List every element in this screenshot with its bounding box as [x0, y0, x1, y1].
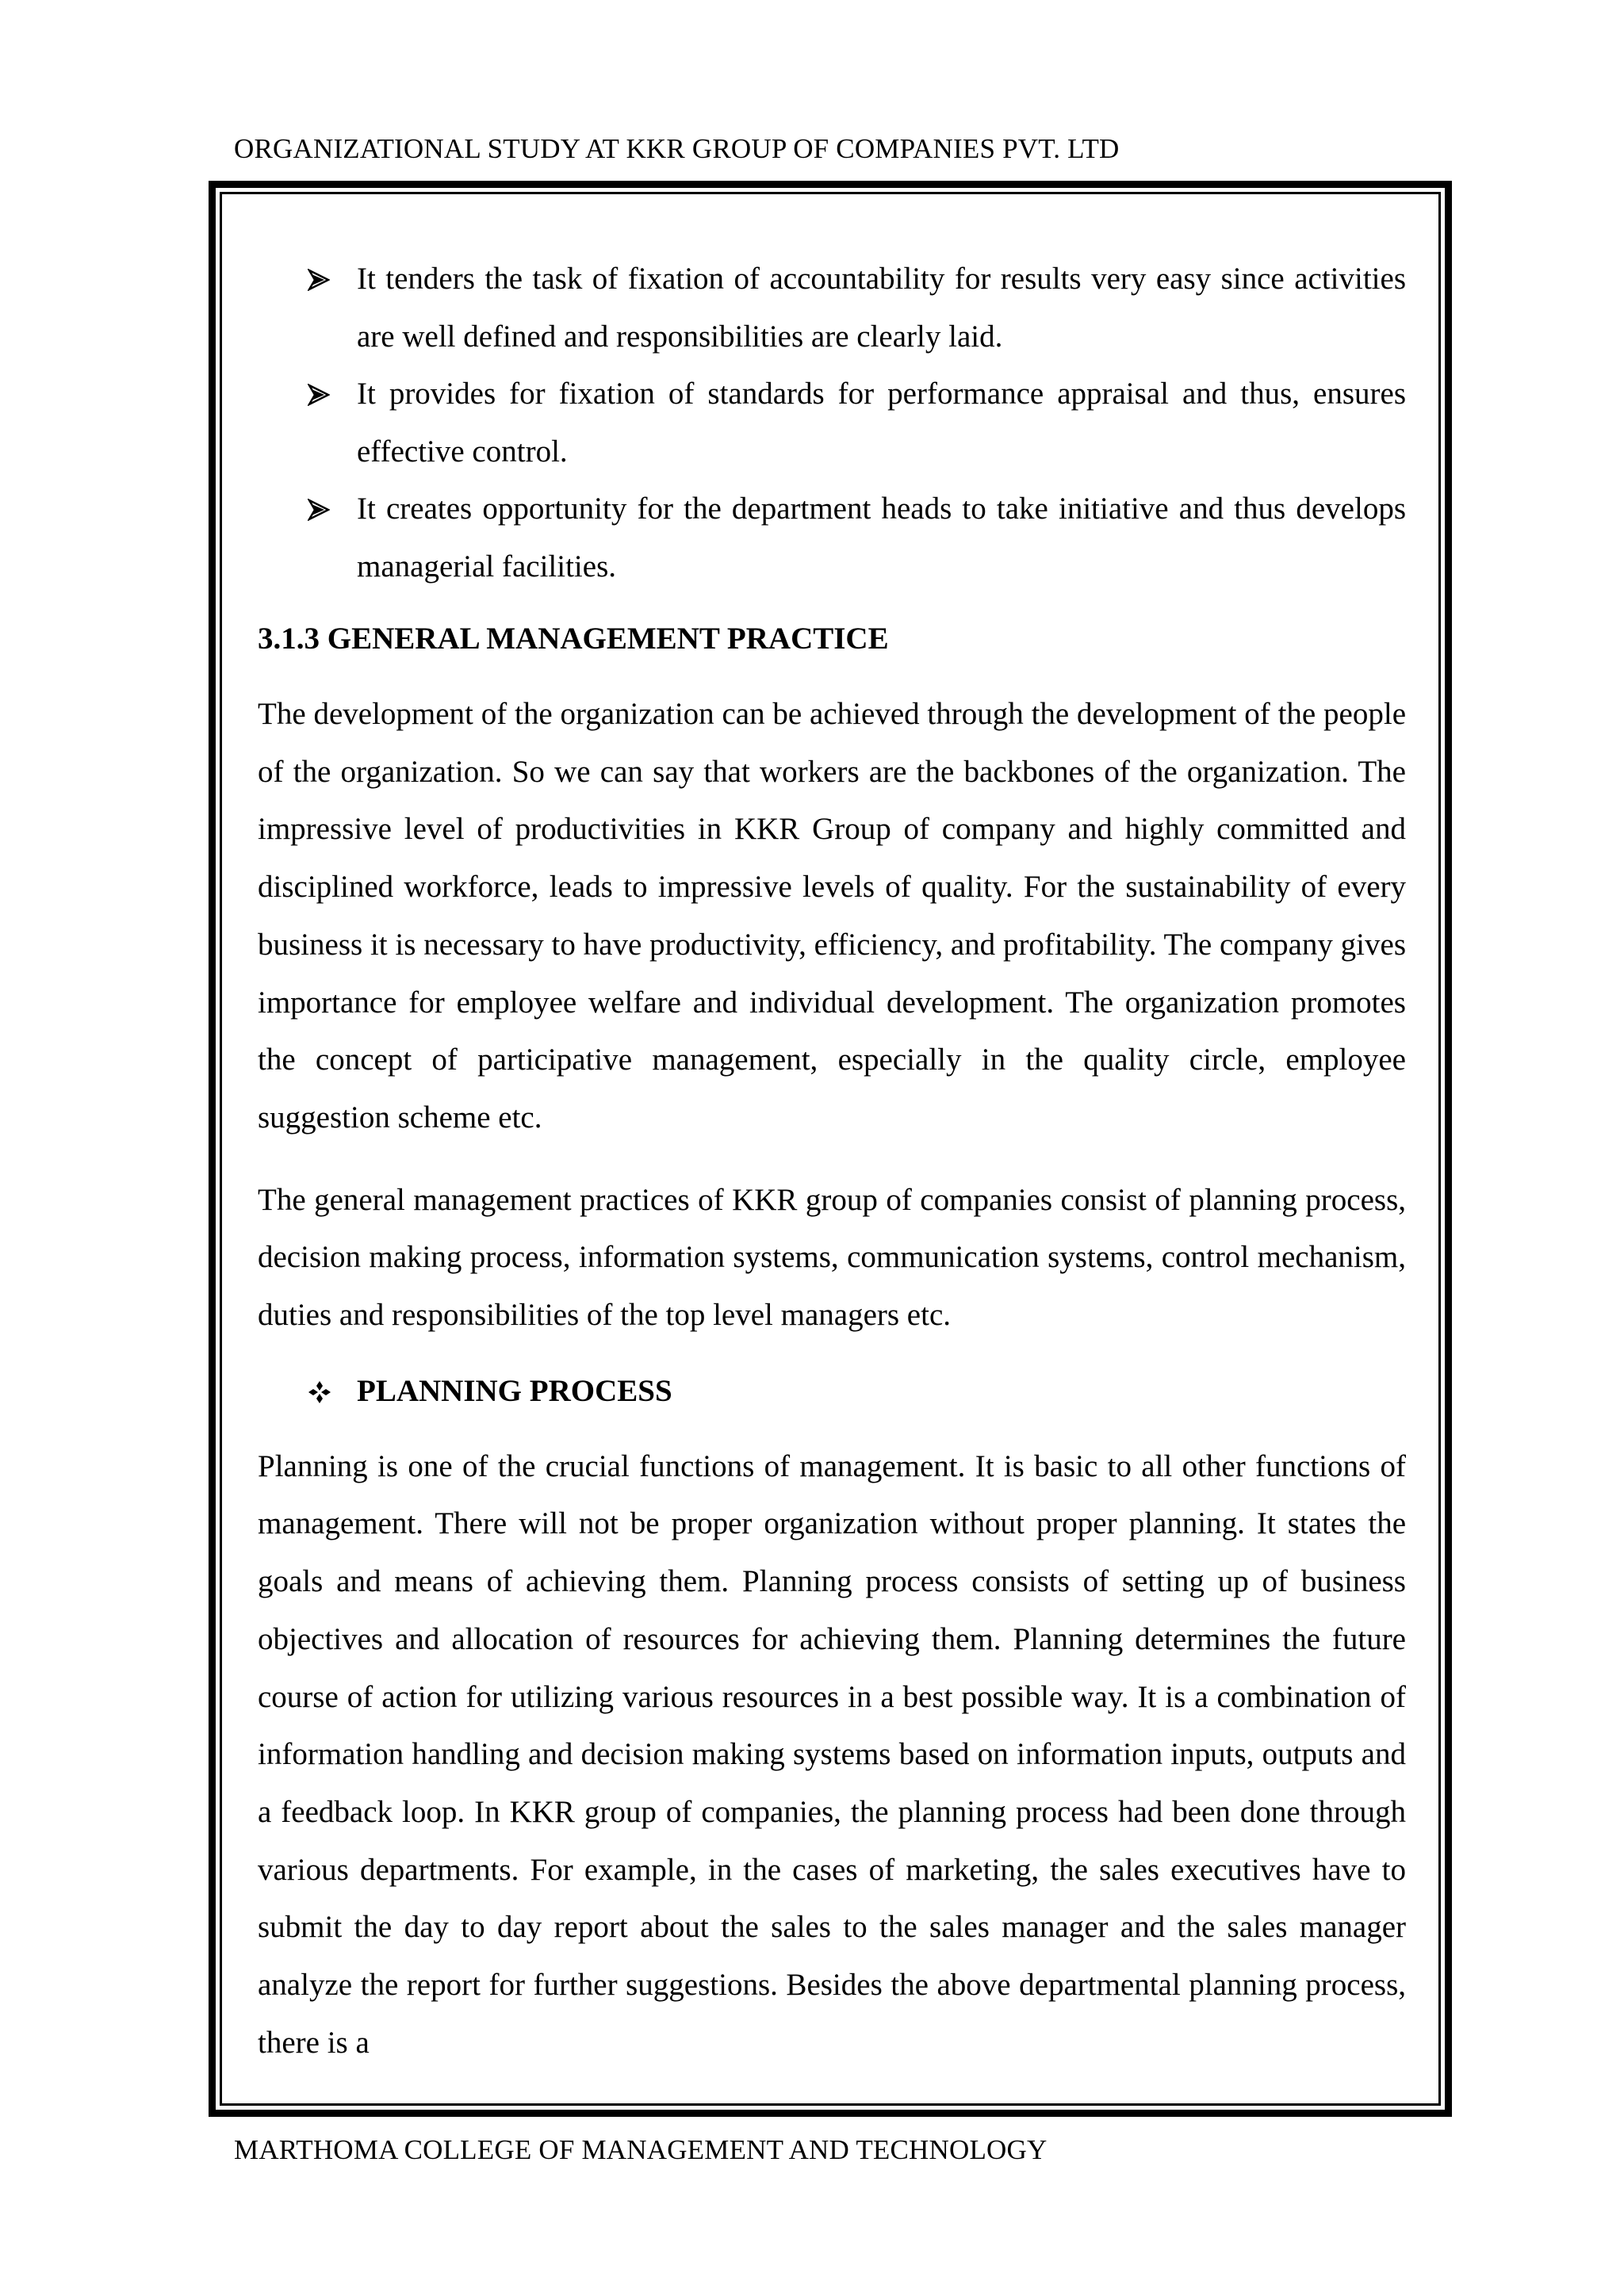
page-footer: MARTHOMA COLLEGE OF MANAGEMENT AND TECHNOLOGY [234, 2134, 1048, 2165]
section-heading: 3.1.3 GENERAL MANAGEMENT PRACTICE [258, 622, 889, 656]
bullet-list [258, 251, 1406, 595]
bullet-text: It creates opportunity for the department heads to take initiative and thus develops managerial facilities. [357, 492, 1406, 584]
bullet-text: It tenders the task of fixation of accountability for results very easy since activities are well defined and responsibilities are clearly laid. [357, 262, 1406, 354]
paragraph: Planning is one of the crucial functions of management. It is basic to all other functions of management. There will not be proper organization without proper planning. It states the goals and means of achieving them. Planning process consists of setting up of business objectives and allocation of resources for achieving them. Planning determines the future course of action for utilizing various resources in a best possible way. It is a combination of information handling and decision making systems based on information inputs, outputs and a feedback loop. In KKR group of companies, the planning process had been done through various departments. For example, in the cases of marketing, the sales executives have to submit the day to day report about the sales to the sales manager and the sales manager analyze the report for further suggestions. Besides the above departmental planning process, there is a [258, 1448, 1406, 2060]
bullet-item [258, 480, 1406, 595]
arrow-bullet-icon [308, 384, 330, 406]
subsection-heading-text: PLANNING PROCESS [357, 1373, 672, 1408]
arrow-bullet-icon [308, 499, 330, 521]
diamond-bullet-icon [308, 1380, 331, 1404]
subsection-heading [258, 1363, 1406, 1420]
paragraph: The development of the organization can be achieved through the development of the people of the organization. So we can say that workers are the backbones of the organization. The impressive level of productivities in KKR Group of company and highly committed and disciplined workforce, leads to impressive levels of quality. For the sustainability of every business it is necessary to have productivity, efficiency, and profitability. The company gives importance for employee welfare and individual development. The organization promotes the concept of participative management, especially in the quality circle, employee suggestion scheme etc. [258, 697, 1406, 1135]
bullet-item [258, 251, 1406, 365]
paragraph: The general management practices of KKR group of companies consist of planning process, decision making process, information systems, communication systems, control mechanism, duties and responsibilities of the top level managers etc. [258, 1182, 1406, 1333]
page-header: ORGANIZATIONAL STUDY AT KKR GROUP OF COMPANIES PVT. LTD [234, 133, 1120, 164]
bullet-text: It provides for fixation of standards for performance appraisal and thus, ensures effective control. [357, 377, 1406, 469]
page-content [258, 251, 1406, 2072]
bullet-item [258, 365, 1406, 480]
arrow-bullet-icon [308, 269, 330, 291]
